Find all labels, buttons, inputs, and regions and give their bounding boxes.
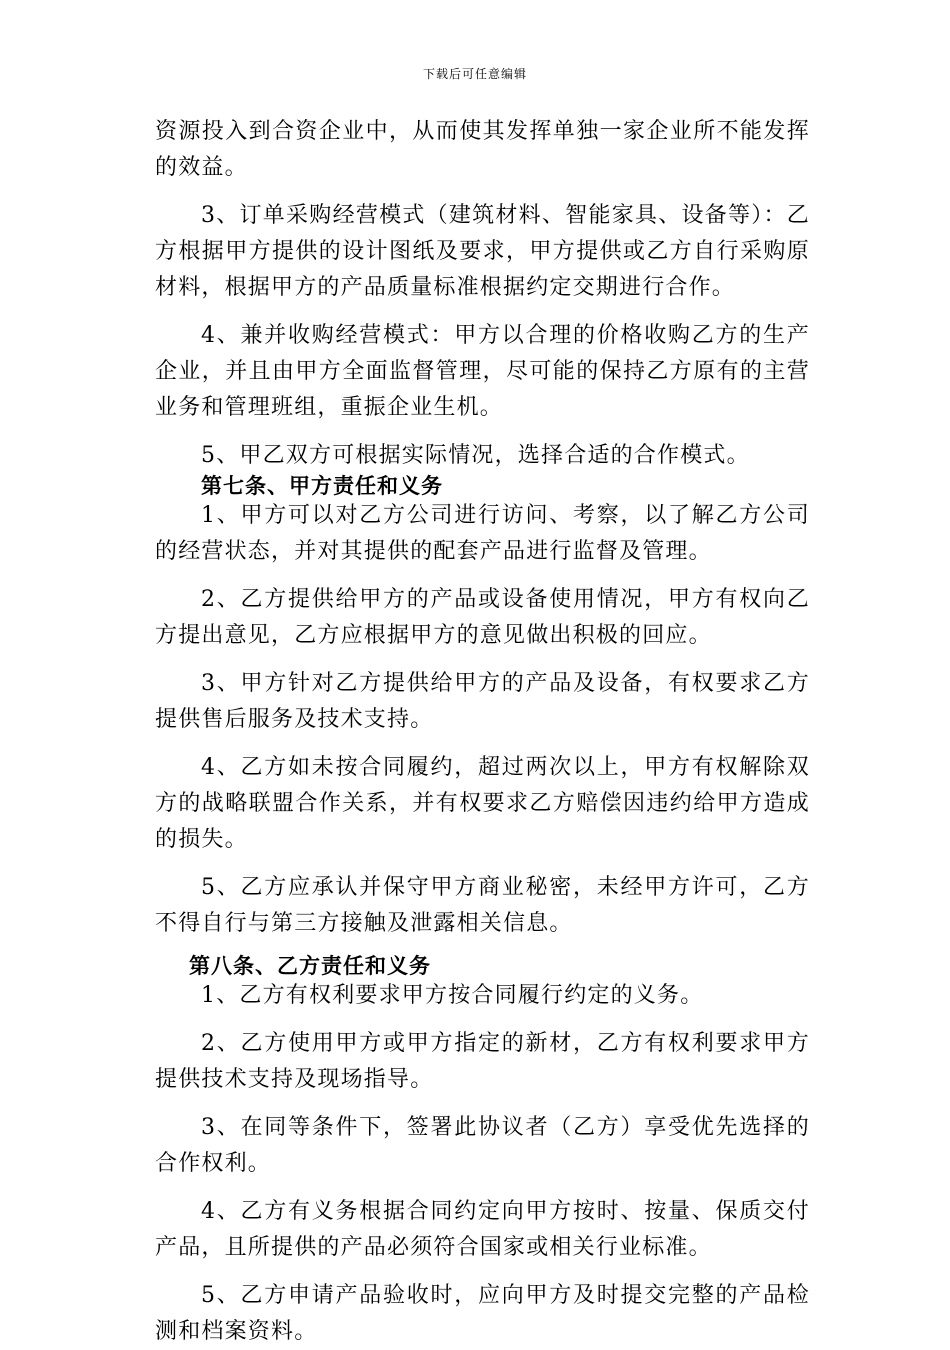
article-8-item-1: 1、乙方有权利要求甲方按合同履行约定的义务。 [201,983,704,1008]
article-8-item-3: 3、在同等条件下，签署此协议者（乙方）享受优先选择的合作权利。 [155,1115,810,1176]
article-7-item-1: 1、甲方可以对乙方公司进行访问、考察，以了解乙方公司的经营状态，并对其提供的配套产品进行监督及管理。 [155,503,810,564]
article-8-item-2: 2、乙方使用甲方或甲方指定的新材，乙方有权利要求甲方提供技术支持及现场指导。 [155,1031,810,1092]
mode-3-paragraph: 3、订单采购经营模式（建筑材料、智能家具、设备等）：乙方根据甲方提供的设计图纸及要求，甲方提供或乙方自行采购原材料，根据甲方的产品质量标准根据约定交期进行合作。 [155,203,810,300]
mode-5-paragraph: 5、甲乙双方可根据实际情况，选择合适的合作模式。 [201,443,750,468]
article-7-item-3: 3、甲方针对乙方提供给甲方的产品及设备，有权要求乙方提供售后服务及技术支持。 [155,671,810,732]
article-7-item-4: 4、乙方如未按合同履约，超过两次以上，甲方有权解除双方的战略联盟合作关系，并有权要求乙方赔偿因违约给甲方造成的损失。 [155,755,810,852]
article-7-item-5: 5、乙方应承认并保守甲方商业秘密，未经甲方许可，乙方不得自行与第三方接触及泄露相关信息。 [155,875,810,936]
mode-4-paragraph: 4、兼并收购经营模式：甲方以合理的价格收购乙方的生产企业，并且由甲方全面监督管理，尽可能的保持乙方原有的主营业务和管理班组，重振企业生机。 [155,323,810,420]
article-8-item-4: 4、乙方有义务根据合同约定向甲方按时、按量、保质交付产品，且所提供的产品必须符合国家或相关行业标准。 [155,1199,810,1260]
article-8-item-5: 5、乙方申请产品验收时，应向甲方及时提交完整的产品检测和档案资料。 [155,1283,810,1344]
article-7-heading: 第七条、甲方责任和义务 [201,474,443,498]
intro-continuation-paragraph: 资源投入到合资企业中，从而使其发挥单独一家企业所不能发挥的效益。 [155,119,810,180]
document-body [155,114,810,1350]
article-8-heading: 第八条、乙方责任和义务 [189,954,431,978]
article-7-item-2: 2、乙方提供给甲方的产品或设备使用情况，甲方有权向乙方提出意见，乙方应根据甲方的意见做出积极的回应。 [155,587,810,648]
page-header-note: 下载后可任意编辑 [422,67,527,81]
